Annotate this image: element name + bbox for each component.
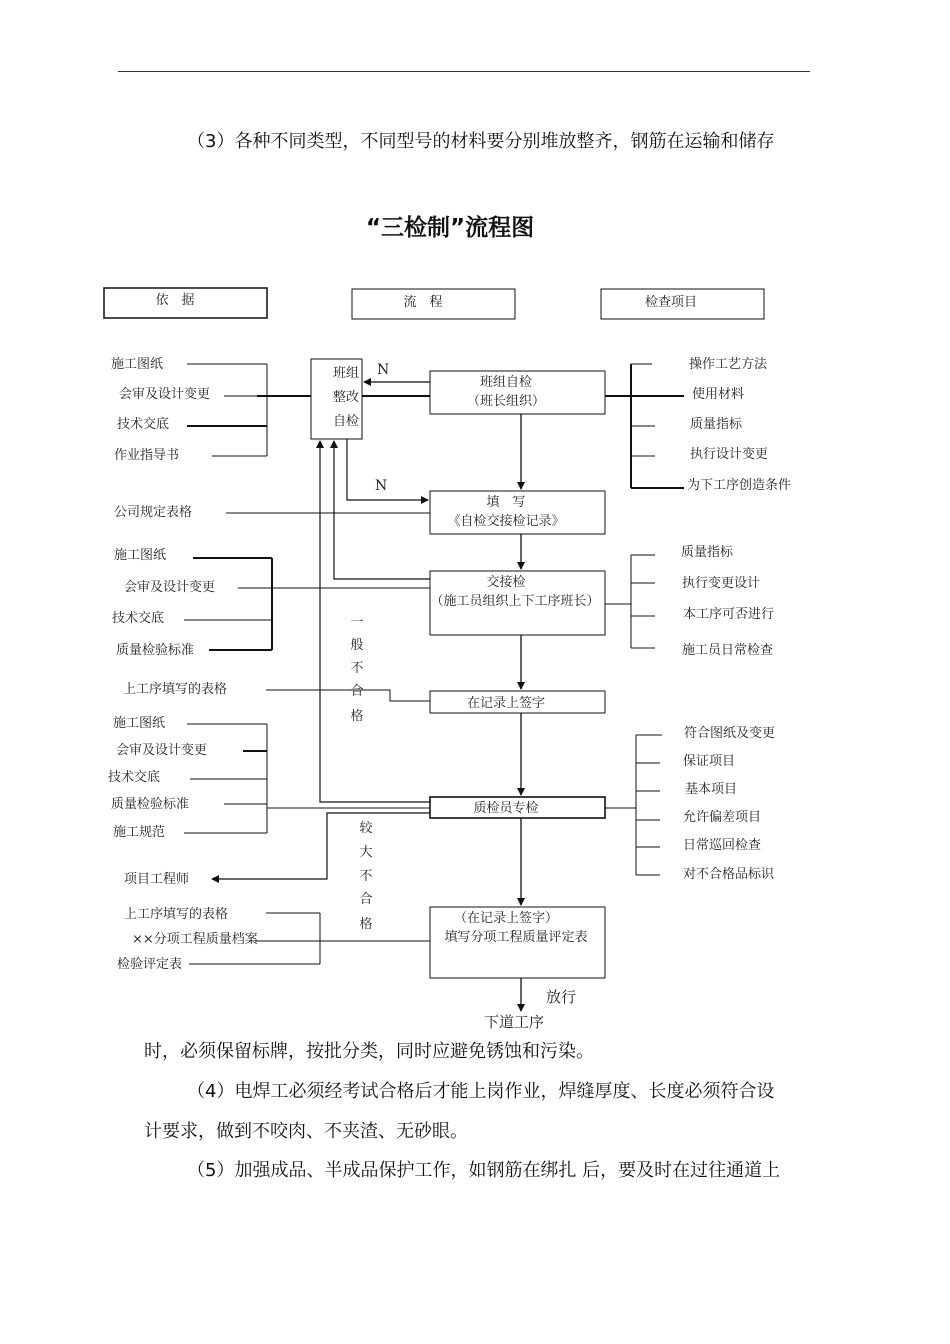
basis-group-4: [117, 906, 258, 972]
paragraph-3-line2: 时，必须保留标牌，按批分类，同时应避免锈蚀和污染。: [144, 1041, 594, 1062]
loop-handover-to-rework: [334, 441, 430, 579]
n-label-2: N: [375, 478, 388, 494]
general-fail-char: 般: [350, 638, 364, 653]
basis-group-2: [112, 548, 215, 658]
major-fail-char: 不: [359, 869, 373, 884]
basis-item: 技术交底: [117, 417, 170, 432]
rework-line3: 自检: [332, 414, 360, 429]
sign-label: 在记录上签字: [466, 696, 546, 711]
final-line2: 填写分项工程质量评定表: [444, 930, 588, 945]
basis-item: 会审及设计变更: [119, 387, 211, 402]
major-fail-char: 较: [359, 821, 373, 836]
prev-forms: 上工序填写的表格: [123, 682, 228, 697]
basis-item: 质量检验标准: [116, 643, 195, 658]
check-item: 允许偏差项目: [683, 810, 762, 825]
company-forms: 公司规定表格: [114, 505, 193, 520]
fill-record-line1: 填 写: [486, 495, 526, 510]
general-fail-label: [350, 615, 363, 724]
check-item: 基本项目: [685, 782, 738, 797]
diagram-title: “三检制”流程图: [365, 215, 535, 241]
general-fail-char: 格: [350, 709, 364, 724]
basis-item: 技术交底: [108, 770, 161, 785]
check-item: 日常巡回检查: [683, 838, 762, 853]
major-fail-char: 合: [359, 892, 373, 907]
basis-group-3: [108, 716, 207, 840]
header-basis: 依 据: [155, 293, 195, 308]
check-item: 施工员日常检查: [682, 643, 774, 658]
basis-item: 施工图纸: [111, 357, 164, 372]
general-fail-char: 一: [350, 615, 364, 630]
release-label: 放行: [546, 988, 577, 1006]
check-item: 操作工艺方法: [689, 357, 768, 372]
fill-record-line2: 《自检交接检记录》: [447, 514, 565, 529]
check-item: 执行设计变更: [690, 447, 769, 462]
basis-item: ××分项工程质量档案: [132, 932, 258, 947]
header-items: 检查项目: [644, 295, 698, 310]
check-item: 质量指标: [681, 545, 734, 560]
rework-line1: 班组: [332, 366, 360, 381]
n-label-1: N: [377, 362, 390, 378]
basis-item: 施工图纸: [113, 716, 166, 731]
paragraph-4-line1: （4）电焊工必须经考试合格后才能上岗作业，焊缝厚度、长度必须符合设: [187, 1081, 775, 1102]
check-item: 本工序可否进行: [683, 607, 775, 622]
major-fail-char: 格: [359, 917, 373, 932]
check-item: 符合图纸及变更: [684, 726, 776, 741]
handover-line1: 交接检: [486, 575, 526, 590]
paragraph-5-line1: （5）加强成品、半成品保护工作，如钢筋在绑扎 后，要及时在过往通道上: [187, 1160, 781, 1181]
self-check-line2: （班长组织）: [466, 394, 546, 409]
check-items-group-3: [683, 725, 775, 882]
basis-item: 会审及设计变更: [124, 580, 216, 595]
basis-group-1: [111, 357, 210, 463]
basis-item: 技术交底: [112, 611, 165, 626]
check-item: 为下工序创造条件: [687, 478, 792, 493]
handover-line2: （施工员组织上下工序班长）: [430, 594, 600, 609]
check-item: 使用材料: [692, 387, 745, 402]
basis-item: 检验评定表: [117, 957, 183, 972]
loop-qc-to-rework: [320, 441, 430, 802]
check-item: 执行变更设计: [682, 576, 761, 591]
arrow-qc-to-engineer: [212, 813, 430, 879]
basis-item: 会审及设计变更: [116, 743, 208, 758]
project-engineer: 项目工程师: [124, 872, 190, 887]
general-fail-char: 不: [350, 661, 364, 676]
arrow-rework-to-fill: [347, 439, 428, 500]
rework-line2: 整改: [332, 390, 360, 405]
check-item: 对不合格品标识: [683, 867, 775, 882]
basis-item: 作业指导书: [114, 448, 180, 463]
check-item: 保证项目: [683, 754, 736, 769]
major-fail-char: 大: [359, 845, 373, 860]
self-check-line1: 班组自检: [479, 375, 533, 390]
paragraph-4-line2: 计要求，做到不咬肉、不夹渣、无砂眼。: [144, 1121, 468, 1142]
general-fail-char: 合: [350, 684, 364, 699]
check-items-group-1: [687, 356, 791, 493]
basis-item: 质量检验标准: [111, 797, 190, 812]
check-item: 质量指标: [690, 417, 743, 432]
basis-item: 上工序填写的表格: [124, 907, 229, 922]
basis-item: 施工图纸: [114, 548, 167, 563]
qc-check-label: 质检员专检: [473, 801, 539, 816]
next-process-label: 下道工序: [484, 1013, 545, 1031]
basis-item: 施工规范: [113, 825, 166, 840]
major-fail-label: [359, 821, 373, 932]
final-line1: （在记录上签字）: [453, 911, 559, 926]
paragraph-3-line1: （3）各种不同类型，不同型号的材料要分别堆放整齐，钢筋在运输和储存: [187, 131, 775, 152]
check-items-group-2: [681, 544, 774, 658]
header-process: 流 程: [403, 295, 443, 310]
